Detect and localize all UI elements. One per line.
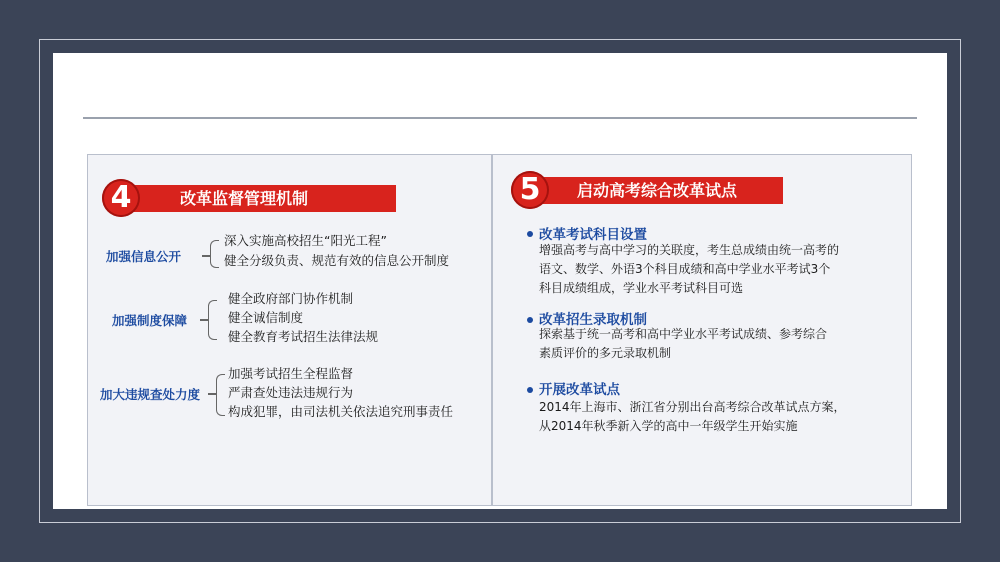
panel-title: 启动高考综合改革试点	[535, 177, 783, 204]
list-item: 健全分级负责、规范有效的信息公开制度	[224, 253, 450, 268]
body-line: 科目成绩组成，学业水平考试科目可选	[539, 281, 744, 295]
section-title: 改革考试科目设置	[539, 227, 647, 243]
list-item: 构成犯罪，由司法机关依法追究刑事责任	[228, 404, 454, 419]
list-item: 加强考试招生全程监督	[228, 366, 354, 381]
section-title: 开展改革试点	[539, 382, 620, 398]
section-title: 改革招生录取机制	[539, 312, 647, 328]
connector	[200, 319, 208, 321]
section-body	[539, 325, 899, 363]
bullet-icon	[527, 317, 533, 323]
connector	[202, 255, 210, 257]
list-item: 健全诚信制度	[228, 310, 304, 325]
section-body	[539, 241, 899, 298]
body-line: 探索基于统一高考和高中学业水平考试成绩、参考综合	[539, 327, 828, 341]
list-item: 严肃查处违法违规行为	[228, 385, 354, 400]
body-line: 从2014年秋季新入学的高中一年级学生开始实施	[539, 419, 798, 433]
panel-supervision	[87, 154, 492, 506]
panel-title: 改革监督管理机制	[126, 185, 396, 212]
connector	[208, 393, 216, 395]
panel-number-badge: 5	[511, 171, 549, 209]
brace	[216, 374, 225, 416]
list-item: 健全教育考试招生法律法规	[228, 329, 379, 344]
category-label: 加强信息公开	[106, 249, 182, 264]
category-label: 加强制度保障	[112, 313, 188, 328]
section-body	[539, 398, 899, 436]
brace	[208, 300, 217, 340]
body-line: 语文、数学、外语3个科目成绩和高中学业水平考试3个	[539, 262, 831, 276]
top-divider	[83, 117, 917, 119]
body-line: 2014年上海市、浙江省分别出台高考综合改革试点方案，	[539, 400, 846, 414]
slide	[53, 53, 947, 509]
list-item: 健全政府部门协作机制	[228, 291, 354, 306]
category-label: 加大违规查处力度	[100, 387, 201, 402]
body-line: 增强高考与高中学习的关联度，考生总成绩由统一高考的	[539, 243, 840, 257]
bullet-icon	[527, 231, 533, 237]
bullet-icon	[527, 387, 533, 393]
list-item: 深入实施高校招生“阳光工程”	[224, 233, 387, 248]
body-line: 素质评价的多元录取机制	[539, 346, 672, 360]
panel-number-badge: 4	[102, 179, 140, 217]
panel-reform-pilot	[492, 154, 912, 506]
brace	[210, 240, 219, 268]
